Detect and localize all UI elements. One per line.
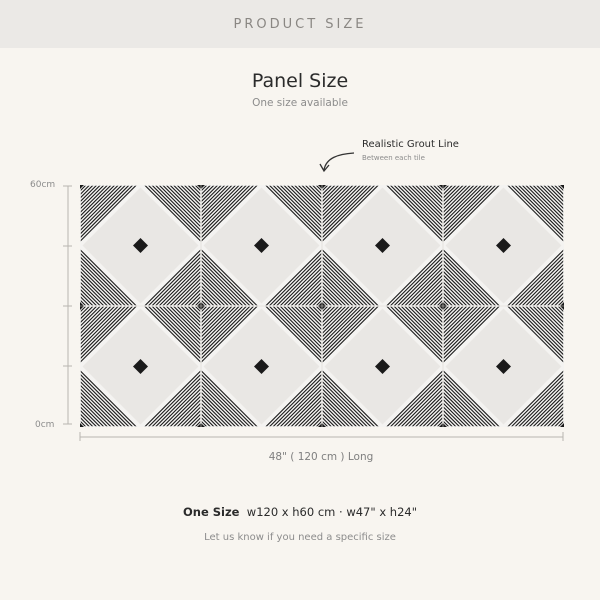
header-title: PRODUCT SIZE [233, 16, 367, 32]
custom-size-note: Let us know if you need a specific size [204, 532, 396, 543]
scale-bottom-label: 0cm [35, 420, 55, 430]
grout-callout-subtitle: Between each tile [362, 154, 425, 162]
length-label: 48" ( 120 cm ) Long [268, 451, 374, 463]
grout-callout-title: Realistic Grout Line [362, 139, 459, 150]
panel-subtitle: One size available [252, 97, 348, 109]
size-line [0, 505, 600, 519]
panel-title: Panel Size [251, 70, 349, 92]
scale-top-label: 60cm [30, 180, 56, 190]
size-label: One Size [183, 505, 240, 519]
size-dimensions: w120 x h60 cm · w47" x h24" [246, 505, 417, 519]
tile-panel-preview [80, 185, 564, 427]
